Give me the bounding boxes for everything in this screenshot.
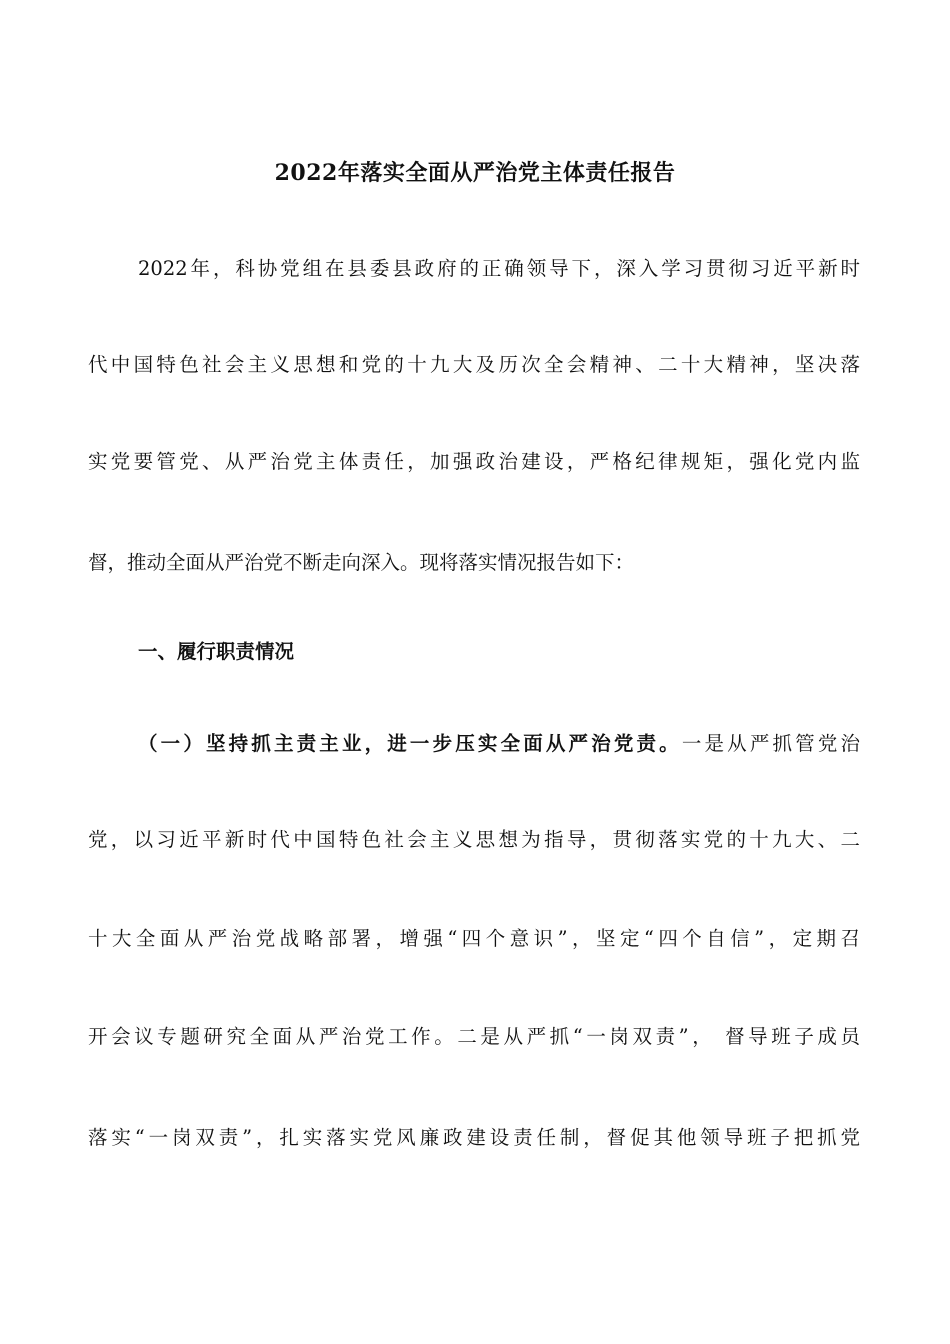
paragraph-line: 开会议专题研究全面从严治党工作。二是从严抓“一岗双责”， 督导班子成员 bbox=[88, 1025, 860, 1048]
subsection-lead-text: 一是从严抓管党治 bbox=[681, 732, 860, 755]
paragraph-line: 十大全面从严治党战略部署，增强“四个意识”，坚定“四个自信”，定期召 bbox=[88, 927, 860, 950]
document-title: 2022年落实全面从严治党主体责任报告 bbox=[274, 160, 676, 186]
paragraph-line: 落实“一岗双责”，扎实落实党风廉政建设责任制，督促其他领导班子把抓党 bbox=[88, 1126, 860, 1149]
paragraph-line: 督，推动全面从严治党不断走向深入。现将落实情况报告如下： bbox=[88, 551, 635, 574]
paragraph-line: 党，以习近平新时代中国特色社会主义思想为指导，贯彻落实党的十九大、二 bbox=[88, 828, 860, 851]
subsection-lead-line bbox=[138, 729, 860, 759]
section-heading: 一、履行职责情况 bbox=[138, 640, 295, 663]
subsection-heading: （一）坚持抓主责主业，进一步压实全面从严治党责。 bbox=[138, 732, 682, 755]
paragraph-line: 代中国特色社会主义思想和党的十九大及历次全会精神、二十大精神，坚决落 bbox=[88, 353, 860, 376]
paragraph-line: 2022年，科协党组在县委县政府的正确领导下，深入学习贯彻习近平新时 bbox=[138, 257, 860, 280]
paragraph-line: 实党要管党、从严治党主体责任，加强政治建设，严格纪律规矩，强化党内监 bbox=[88, 450, 860, 473]
